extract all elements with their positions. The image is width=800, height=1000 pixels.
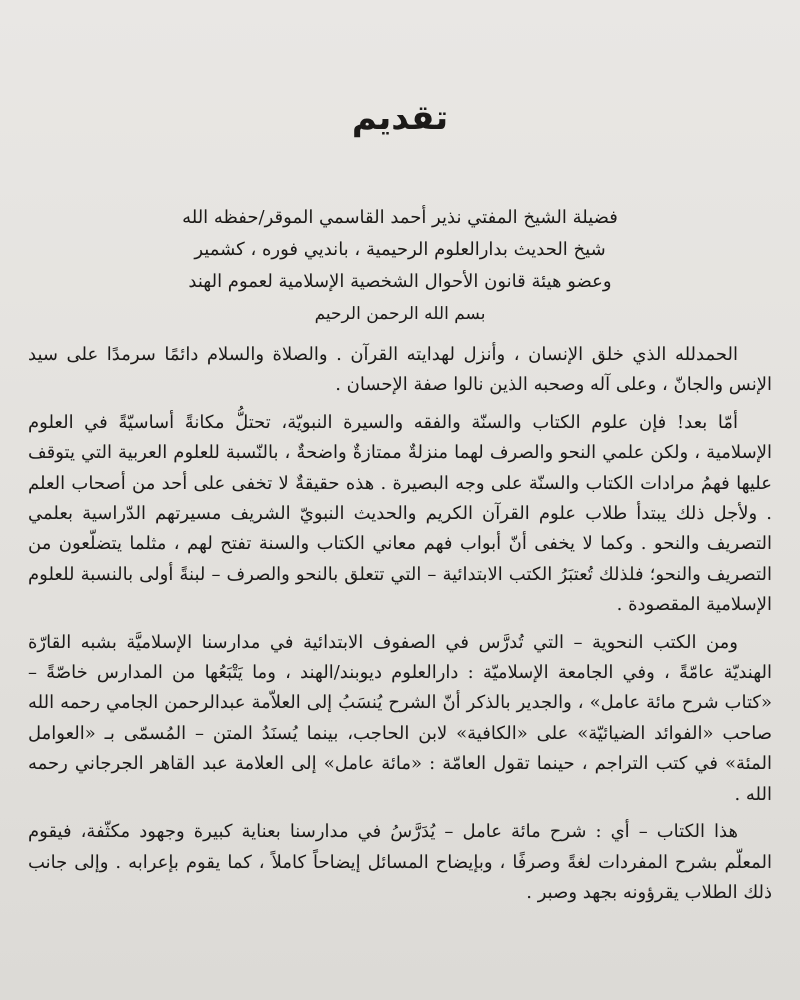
paragraph-teaching: هذا الكتاب – أي : شرح مائة عامل – يُدَرَّسُ في مدارسنا بعناية كبيرة وجهود مكثّفة، فيقوم المعلّم بشرح المفردات لغةً وصرفًا ، وبإيضاح المسائل إيضاحاً كاملاً ، كما يقوم بإعرابه . وإلى جانب ذلك الطلاب يقرؤونه بجهد وصبر . bbox=[28, 821, 772, 903]
author-membership-line: وعضو هيئة قانون الأحوال الشخصية الإسلامية لعموم الهند bbox=[188, 271, 612, 292]
page-title: تقديم bbox=[351, 98, 449, 138]
author-position-line: شيخ الحديث بدارالعلوم الرحيمية ، بانديي فوره ، كشمير bbox=[194, 239, 606, 260]
body-text bbox=[28, 340, 772, 908]
paragraph-grammar-books: ومن الكتب النحوية – التي تُدرَّس في الصفوف الابتدائية في مدارسنا الإسلاميَّة بشبه القارّة الهنديّة عامّةً ، وفي الجامعة الإسلاميّة : دارالعلوم ديوبند/الهند ، وما يَتْبَعُها من المدارس خاصّةً – «كتاب شرح مائة عامل» ، والجدير بالذكر أنّ الشرح يُنسَبُ إلى العلاّمة عبدالرحمن الجامي رحمه الله صاحب «الفوائد الضيائيّة» على «الكافية» لابن الحاجب، بينما يُسنَدُ المتن – المُسمّى بـ «العوامل المئة» في كتب التراجم ، حينما تقول العامّة : «مائة عامل» إلى العلامة عبد القاهر الجرجاني رحمه الله . bbox=[28, 631, 773, 805]
paragraph-introduction: أمّا بعد! فإن علوم الكتاب والسنّة والفقه والسيرة النبويّة، تحتلُّ مكانةً أساسيّةً في العلوم الإسلامية ، ولكن علمي النحو والصرف لهما منزلةٌ ممتازةٌ واضحةٌ ، بالنّسبة للعلوم العربية التي يتوقف عليها فهمُ مرادات الكتاب والسنّة على وجه البصيرة . هذه حقيقةٌ لا تخفى على أحد من أصحاب العلم . ولأجل ذلك يبتدأ طلاب علوم القرآن الكريم والحديث النبويّ الشريف مسيرتهم الدّراسية بعلمي التصريف والنحو . وكما لا يخفى أنّ أبواب فهم معاني الكتاب والسنة تفتح لهم ، مثلما يتضلّعون من التصريف والنحو؛ فلذلك تُعتبَرُ الكتب الابتدائية – التي تتعلق بالنحو والصرف – لبنةً أولى بالنسبة للعلوم الإسلامية المقصودة . bbox=[28, 411, 772, 616]
basmala: بسم الله الرحمن الرحيم bbox=[314, 304, 486, 324]
paragraph-praise: الحمدلله الذي خلق الإنسان ، وأنزل لهدايته القرآن . والصلاة والسلام دائمًا سرمدًا على سيد الإنس والجانّ ، وعلى آله وصحبه الذين نالوا صفة الإحسان . bbox=[28, 344, 772, 396]
author-name-line: فضيلة الشيخ المفتي نذير أحمد القاسمي الموقر/حفظه الله bbox=[182, 207, 618, 228]
author-block bbox=[150, 202, 650, 330]
